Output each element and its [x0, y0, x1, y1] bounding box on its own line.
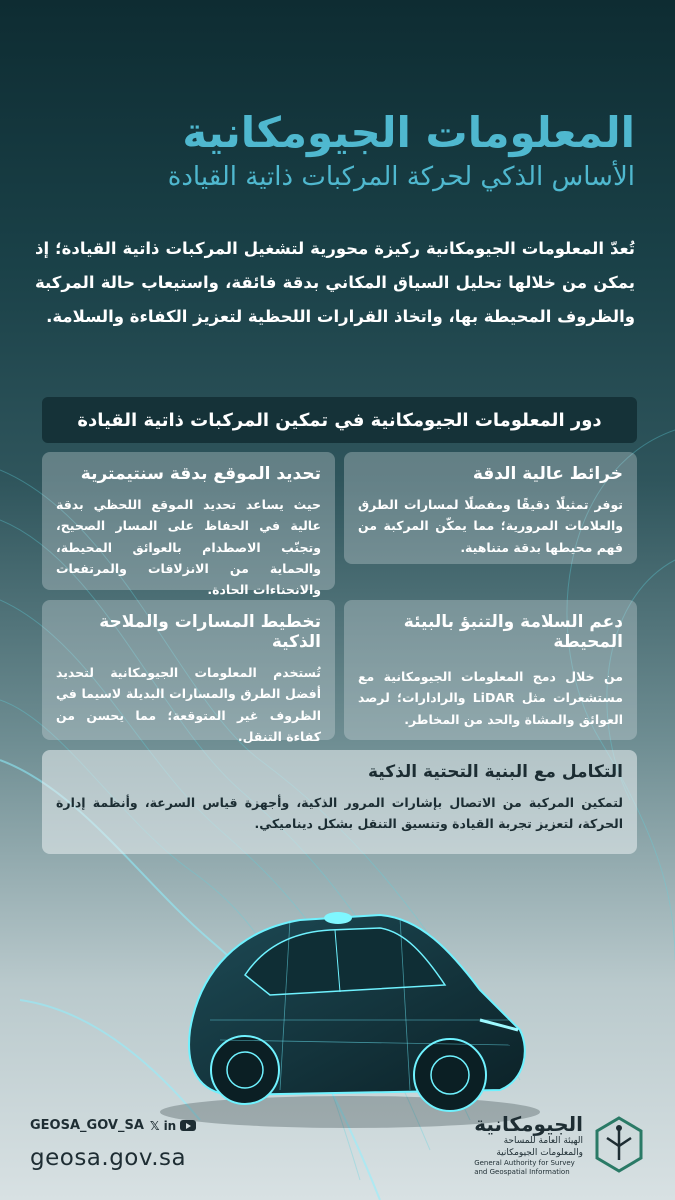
card-infrastructure [42, 750, 637, 854]
org-full-en-2: and Geospatial Information [474, 1168, 570, 1177]
card-routing [42, 600, 335, 744]
card-infrastructure-text: لتمكين المركبة من الاتصال بإشارات المرور الذكية، وأجهزة قياس السرعة، وأنظمة إدارة الحركة، لتعزيز تجربة القيادة وتنسيق التنقل بشكل ديناميكي. [56, 795, 623, 832]
org-full-ar-1: الهيئة العامة للمساحة [503, 1136, 583, 1146]
card-positioning-title: تحديد الموقع بدقة سنتيمترية [80, 464, 321, 484]
autonomous-car-illustration [150, 880, 550, 1130]
org-text [474, 1112, 583, 1178]
card-hd-maps [344, 452, 637, 564]
card-infrastructure-title: التكامل مع البنية التحتية الذكية [367, 762, 623, 782]
org-name-ar: الجيومكانية [474, 1112, 583, 1136]
org-branding [474, 1112, 645, 1178]
card-routing-text: تُستخدم المعلومات الجيومكانية لتحديد أفضل الطرق والمسارات البديلة لاسيما في الظروف غير المتوقعة؛ مما يحسن من كفاءة التنقل. [56, 665, 321, 744]
org-full-ar-2: والمعلومات الجيومكانية [496, 1147, 583, 1158]
card-positioning [42, 452, 335, 597]
card-safety [344, 600, 637, 740]
card-hd-maps-title: خرائط عالية الدقة [472, 464, 623, 484]
card-positioning-text: حيث يساعد تحديد الموقع اللحظي بدقة عالية في الحفاظ على المسار الصحيح، وتجنّب الاصطدام بالعوائق المحيطة، والحماية من الانزلاقات والمرتفعات والانحناءات الحادة. [56, 497, 321, 597]
x-icon[interactable]: 𝕏 [149, 1118, 160, 1133]
card-hd-maps-text: توفر تمثيلًا دقيقًا ومفصلًا لمسارات الطرق والعلامات المرورية؛ مما يمكّن المركبة من فهم محيطها بدقة متناهية. [358, 497, 623, 555]
section-title: دور المعلومات الجيومكانية في تمكين المركبات ذاتية القيادة [77, 409, 602, 431]
card-safety-title: دعم السلامة والتنبؤ بالبيئة المحيطة [403, 612, 623, 652]
page-subtitle: الأساس الذكي لحركة المركبات ذاتية القيادة [167, 162, 635, 192]
card-routing-title: تخطيط المسارات والملاحة الذكية [99, 612, 321, 652]
website-link[interactable]: geosa.gov.sa [30, 1145, 187, 1171]
youtube-icon[interactable] [180, 1120, 196, 1131]
intro-paragraph: تُعدّ المعلومات الجيومكانية ركيزة محورية لتشغيل المركبات ذاتية القيادة؛ إذ يمكن من خلالها تحليل السياق المكاني بدقة فائقة، واستيعاب حالة المركبة والظروف المحيطة بها، واتخاذ القرارات اللحظية لتعزيز الكفاءة والسلامة. [35, 239, 635, 326]
card-safety-text: من خلال دمج المعلومات الجيومكانية مع مستشعرات مثل LiDAR والرادارات؛ لرصد العوائق والمشاة والحد من المخاطر. [358, 669, 623, 727]
section-header [42, 397, 637, 443]
social-icons [150, 1119, 196, 1133]
org-full-en-1: General Authority for Survey [474, 1159, 575, 1168]
social-handle[interactable]: GEOSA_GOV_SA [30, 1118, 144, 1133]
social-handle-row [30, 1118, 196, 1133]
linkedin-icon[interactable]: in [163, 1118, 177, 1133]
geosa-logo-icon [593, 1116, 645, 1174]
footer-social [30, 1118, 196, 1171]
page-title: المعلومات الجيومكانية [182, 108, 635, 157]
